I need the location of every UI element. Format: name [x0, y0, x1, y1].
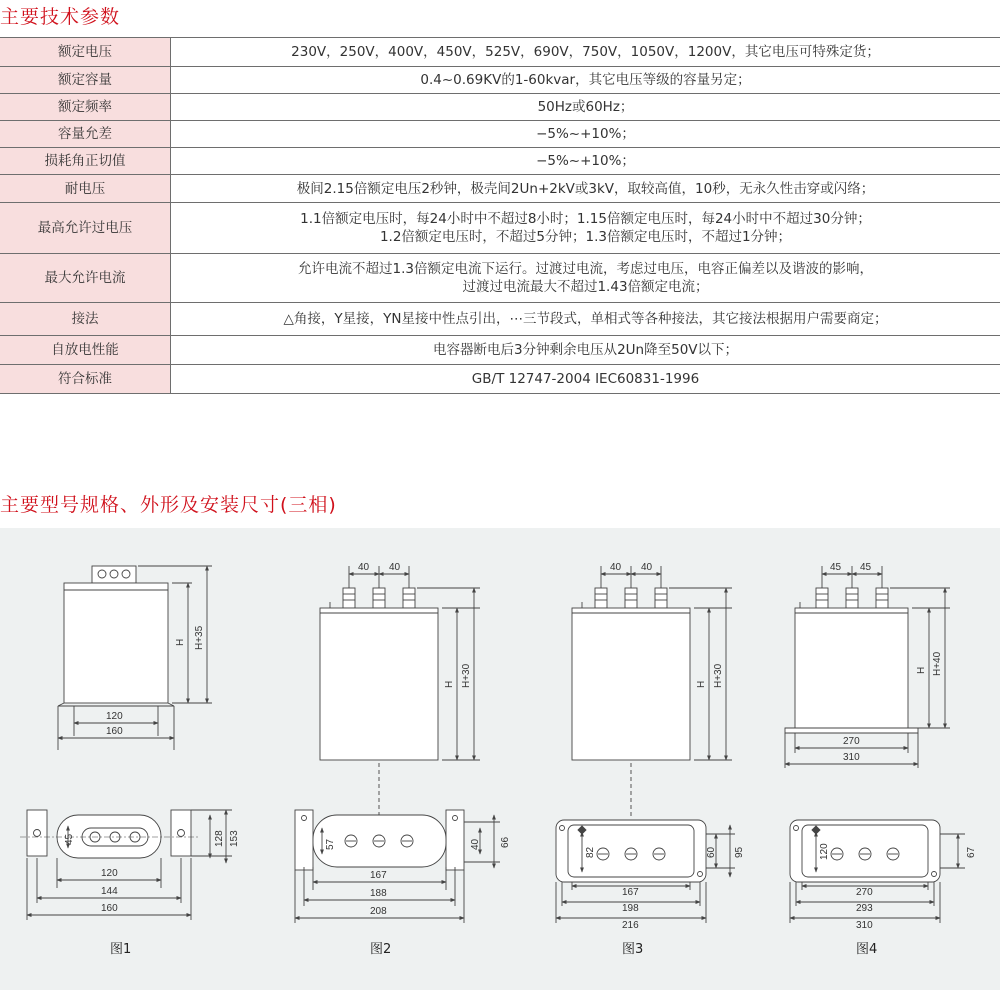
capacitor-body [64, 583, 168, 703]
table-row [0, 365, 1000, 394]
dim-label: 40 [641, 562, 653, 573]
dim-label: 216 [622, 920, 639, 931]
spec-value: GB/T 12747-2004 IEC60831-1996 [171, 365, 1000, 394]
table-row [0, 203, 1000, 254]
table-row [0, 303, 1000, 336]
spec-value: −5%~+10%； [171, 148, 1000, 175]
dim-label: H+30 [461, 663, 472, 688]
spec-value: △角接，Y星接，YN星接中性点引出，⋯三节段式，单相式等各种接法，其它接法根据用户需要商定； [171, 303, 1000, 336]
spec-key: 额定频率 [0, 94, 171, 121]
dim-label: 144 [101, 886, 118, 897]
dim-label: 310 [856, 920, 873, 931]
table-row [0, 67, 1000, 94]
figure-4 [785, 562, 977, 931]
table-row [0, 175, 1000, 203]
dim-label: 120 [106, 711, 123, 722]
spec-value: −5%~+10%； [171, 121, 1000, 148]
spec-value [171, 254, 1000, 303]
dim-label: H+30 [713, 663, 724, 688]
figure-2 [295, 562, 511, 923]
capacitor-body [572, 608, 690, 760]
spec-key: 最高允许过电压 [0, 203, 171, 254]
base-flange [58, 703, 174, 706]
table-row [0, 336, 1000, 365]
spec-key: 接法 [0, 303, 171, 336]
table-row [0, 38, 1000, 67]
figure-caption: 图1 [110, 942, 132, 957]
dim-label: H [916, 666, 927, 674]
spec-key: 容量允差 [0, 121, 171, 148]
dim-label: 45 [64, 833, 75, 845]
dim-label: 40 [610, 562, 622, 573]
dim-label: 167 [370, 870, 387, 881]
bushing-icon [595, 588, 667, 608]
figure-caption: 图2 [370, 942, 392, 957]
dim-label: H [444, 680, 455, 688]
spec-key: 最大允许电流 [0, 254, 171, 303]
dim-label: 198 [622, 903, 639, 914]
bushing-icon [816, 588, 888, 608]
table-row [0, 94, 1000, 121]
dim-label: 270 [856, 887, 873, 898]
spec-table [0, 37, 1000, 394]
dim-label: 40 [389, 562, 401, 573]
dim-label: 82 [585, 846, 596, 858]
spec-value-line2: 1.2倍额定电压时，不超过5分钟；1.3倍额定电压时，不超过1分钟； [379, 229, 792, 245]
spec-value: 50Hz或60Hz； [171, 94, 1000, 121]
base-flange [785, 728, 918, 733]
figure-3 [556, 562, 745, 931]
spec-key: 损耗角正切值 [0, 148, 171, 175]
table-row [0, 254, 1000, 303]
section-title-dimensions: 主要型号规格、外形及安装尺寸(三相) [0, 494, 337, 516]
dim-label: 40 [358, 562, 370, 573]
dim-label: 270 [843, 736, 860, 747]
dim-label: 310 [843, 752, 860, 763]
mounting-foot [446, 810, 464, 870]
bushing-icon [343, 588, 415, 608]
dim-label: H+35 [194, 625, 205, 650]
spec-value: 0.4~0.69KV的1-60kvar，其它电压等级的容量另定； [171, 67, 1000, 94]
dim-label: 153 [229, 830, 240, 847]
figure-caption: 图3 [622, 942, 644, 957]
dim-label: 60 [706, 846, 717, 858]
dim-label: 57 [325, 838, 336, 850]
spec-value-line2: 过渡过电流最大不超过1.43倍额定电流； [462, 279, 709, 295]
dim-label: H [175, 638, 186, 646]
drawing-panel [0, 528, 1000, 990]
table-row [0, 121, 1000, 148]
dim-label: 167 [622, 887, 639, 898]
dim-label: 293 [856, 903, 873, 914]
capacitor-body [795, 608, 908, 728]
dim-label: 208 [370, 906, 387, 917]
spec-value [171, 203, 1000, 254]
mounting-foot [171, 810, 191, 856]
figure-caption: 图4 [856, 942, 878, 957]
dim-label: 45 [830, 562, 842, 573]
dim-label: 95 [734, 846, 745, 858]
terminal-block [92, 566, 136, 583]
spec-key: 自放电性能 [0, 336, 171, 365]
dim-label: 160 [106, 726, 123, 737]
mounting-foot [295, 810, 313, 870]
spec-value: 极间2.15倍额定电压2秒钟，极壳间2Un+2kV或3kV，取较高值，10秒，无永久性击穿或闪络； [171, 175, 1000, 203]
spec-key: 符合标准 [0, 365, 171, 394]
dim-label: 40 [470, 838, 481, 850]
section-title-specs: 主要技术参数 [0, 6, 121, 28]
table-row [0, 148, 1000, 175]
spec-value-line1: 允许电流不超过1.3倍额定电流下运行。过渡过电流，考虑过电压，电容正偏差以及谐波的影响， [298, 261, 873, 277]
spec-key: 额定电压 [0, 38, 171, 67]
dim-label: 188 [370, 888, 387, 899]
dim-label: 67 [966, 846, 977, 858]
capacitor-body [320, 608, 438, 760]
spec-key: 额定容量 [0, 67, 171, 94]
spec-value: 电容器断电后3分钟剩余电压从2Un降至50V以下； [171, 336, 1000, 365]
dim-label: H+40 [932, 651, 943, 676]
dim-label: 128 [214, 830, 225, 847]
dimension-drawings [0, 528, 1000, 990]
spec-value: 230V，250V，400V，450V，525V，690V，750V，1050V，1200V，其它电压可特殊定货； [171, 38, 1000, 67]
dim-label: 160 [101, 903, 118, 914]
dim-label: 66 [500, 836, 511, 848]
spec-key: 耐电压 [0, 175, 171, 203]
spec-value-line1: 1.1倍额定电压时，每24小时中不超过8小时；1.15倍额定电压时，每24小时中不超过30分钟； [300, 211, 871, 227]
figure-1 [20, 566, 240, 920]
dim-label: 120 [101, 868, 118, 879]
dim-label: 45 [860, 562, 872, 573]
mounting-foot [27, 810, 47, 856]
dim-label: 120 [819, 843, 830, 860]
dim-label: H [696, 680, 707, 688]
